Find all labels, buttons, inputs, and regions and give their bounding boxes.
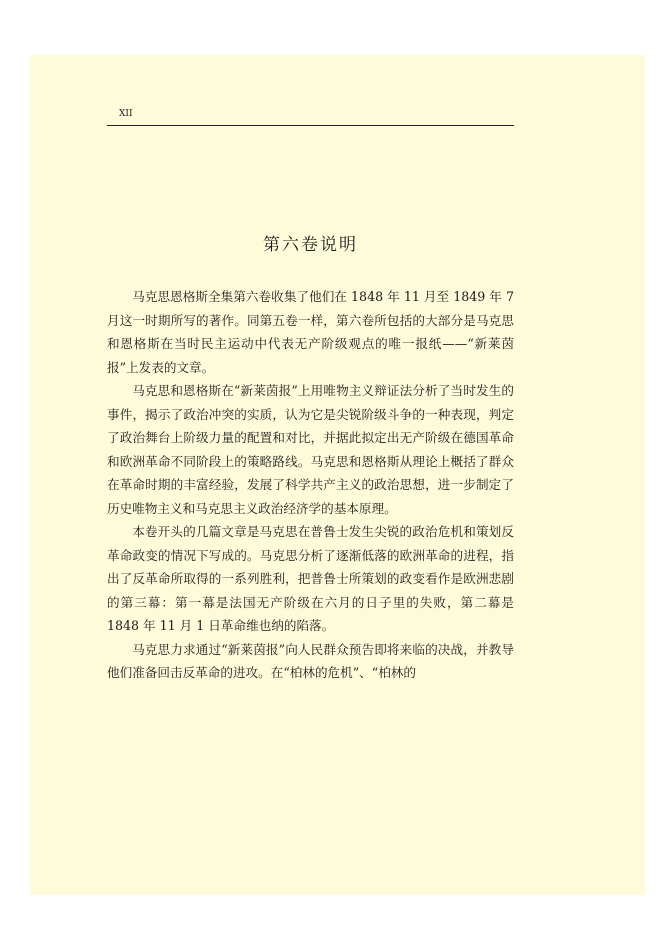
page-title: 第六卷说明	[263, 235, 358, 255]
body-text	[107, 285, 514, 685]
page-header	[107, 105, 514, 126]
paragraph: 马克思和恩格斯在“新莱茵报”上用唯物主义辩证法分析了当时发生的事件，揭示了政治冲突的实质，认为它是尖锐阶级斗争的一种表现，判定了政治舞台上阶级力量的配置和对比，并据此拟定出无产阶级在德国革命和欧洲革命不同阶段上的策略路线。马克思和恩格斯从理论上概括了群众在革命时期的丰富经验，发展了科学共产主义的政治思想，进一步制定了历史唯物主义和马克思主义政治经济学的基本原理。	[107, 383, 514, 516]
page-number: XII	[119, 109, 133, 119]
paragraph: 马克思恩格斯全集第六卷收集了他们在 1848 年 11 月至 1849 年 7 月这一时期所写的著作。同第五卷一样，第六卷所包括的大部分是马克思和恩格斯在当时民主运动中代表无产阶级观点的唯一报纸——“新莱茵报”上发表的文章。	[107, 289, 514, 375]
paragraph: 马克思力求通过“新莱茵报”向人民群众预告即将来临的决战，并教导他们准备回击反革命的进攻。在“柏林的危机”、“柏林的	[107, 641, 514, 680]
paragraph: 本卷开头的几篇文章是马克思在普鲁士发生尖锐的政治危机和策划反革命政变的情况下写成的。马克思分析了逐渐低落的欧洲革命的进程，指出了反革命所取得的一系列胜利，把普鲁士所策划的政变看作是欧洲悲剧的第三幕：第一幕是法国无产阶级在六月的日子里的失败，第二幕是 1848 年 11 月 1 日革命维也纳的陷落。	[107, 524, 514, 633]
